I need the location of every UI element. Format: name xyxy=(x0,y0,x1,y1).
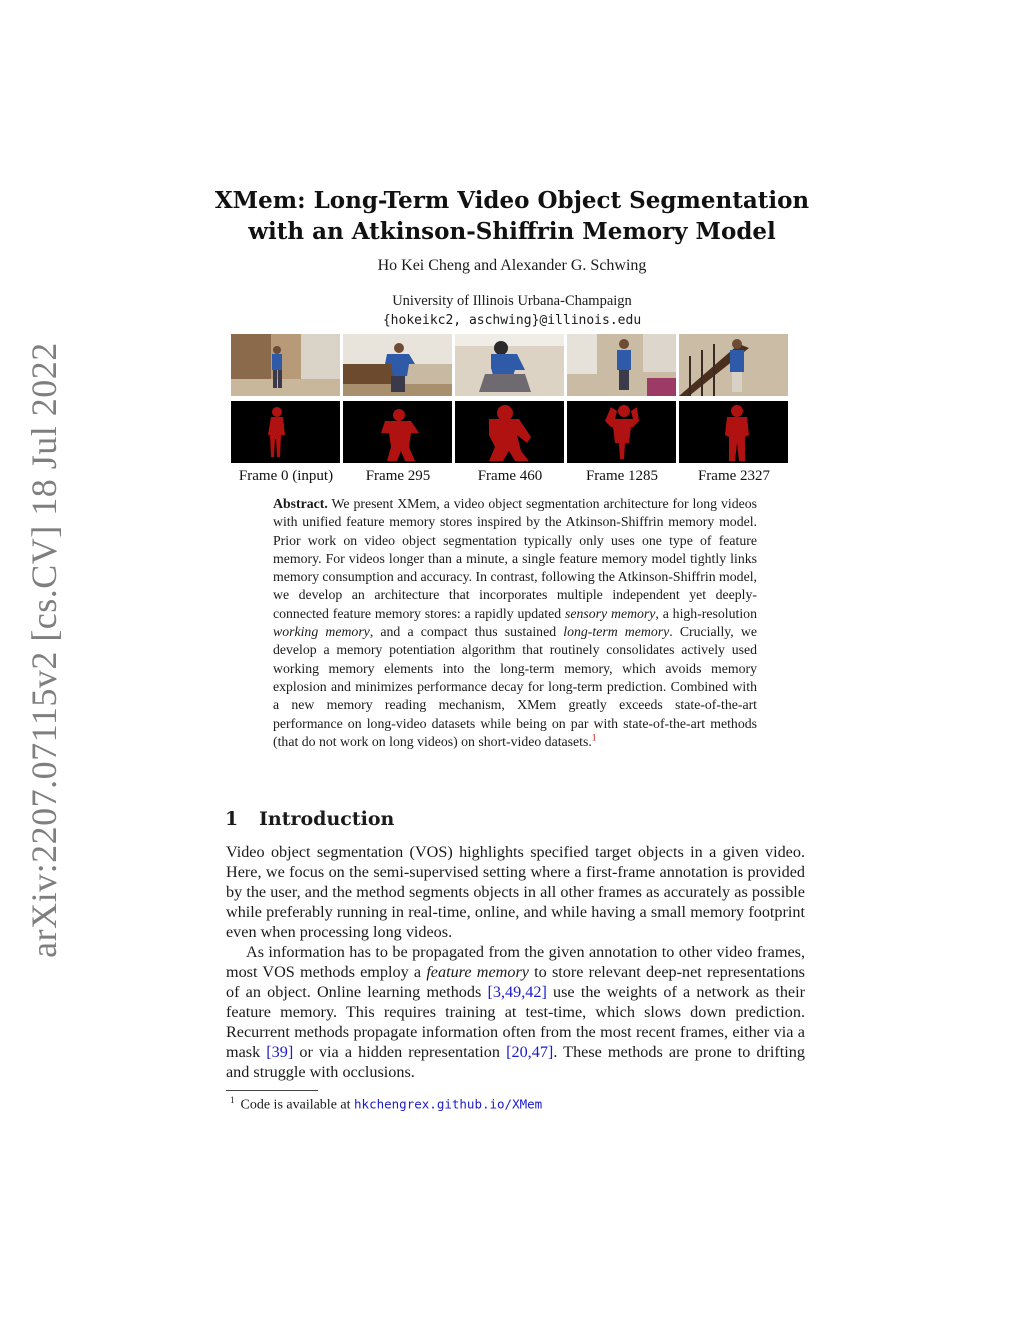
abstract-text-2: , a high-resolution xyxy=(655,605,757,621)
segmentation-mask-295 xyxy=(343,401,452,463)
abstract-text-4: . Crucially, we develop a memory potentiation algorithm that routinely consolidates actively used working memory elements into the long-term memory, which avoids memory explosion and minimizes performance decay for long-term prediction. Combined with a new memory reading mechanism, XMem greatly exceeds state-of-the-art performance on long-video datasets while being on par with state-of-the-art methods (that do not work on long videos) on short-video datasets. xyxy=(273,624,757,749)
arxiv-identifier-stamp: arXiv:2207.07115v2 [cs.CV] 18 Jul 2022 xyxy=(24,342,64,958)
para2-text-2: to store relevant deep-net representations of an object. Online learning methods xyxy=(226,963,805,1001)
segmentation-mask-1285 xyxy=(567,401,676,463)
abstract xyxy=(273,495,757,751)
intro-paragraph-1: Video object segmentation (VOS) highlights specified target objects in a given video. Here, we focus on the semi-supervised setting where a first-frame annotation is provided by the user, and the method segments objects in all other frames as accurately as possible while preferably running in real-time, online, and while having a small memory footprint even when processing long videos. xyxy=(226,843,805,941)
frame-caption-2327: Frame 2327 xyxy=(697,468,771,484)
abstract-text-1: We present XMem, a video object segmentation architecture for long videos with unified feature memory stores inspired by the Atkinson-Shiffrin memory model. Prior work on video object segmentation typically only uses one type of feature memory. For videos longer than a minute, a single feature memory model tightly links memory consumption and accuracy. In contrast, following the Atkinson-Shiffrin model, we develop an architecture that incorporates multiple independent yet deeply-connected feature memory stores: a rapidly updated xyxy=(273,496,757,621)
section-heading xyxy=(225,808,394,830)
abstract-label: Abstract. xyxy=(273,496,328,511)
abstract-emphasis-sensory: sensory memory xyxy=(564,605,656,621)
citation-link[interactable]: [39] xyxy=(266,1043,294,1061)
segmentation-mask-2327 xyxy=(679,401,788,463)
citation-link[interactable]: [3,49,42] xyxy=(487,983,547,1001)
segmentation-mask-460 xyxy=(455,401,564,463)
footnote-text: Code is available at xyxy=(240,1097,355,1113)
para2-text-3: use the weights of a network as their feature memory. This requires training at test-time, which slows down prediction. Recurrent methods propagate information often from the most recent frames, either via a mask xyxy=(226,983,805,1061)
frame-caption-295: Frame 295 xyxy=(365,468,431,484)
section-title: Introduction xyxy=(259,808,395,830)
footnote-divider xyxy=(226,1090,318,1091)
abstract-text-3: , and a compact thus sustained xyxy=(369,624,564,640)
video-frame-460 xyxy=(455,334,564,396)
video-frame-2327 xyxy=(679,334,788,396)
para2-text-5: . These methods are prone to drifting and struggle with occlusions. xyxy=(226,1043,805,1081)
author-emails: {hokeikc2, aschwing}@illinois.edu xyxy=(382,313,642,328)
affiliation: University of Illinois Urbana-Champaign xyxy=(392,293,632,309)
frame-caption-0: Frame 0 (input) xyxy=(238,468,334,484)
code-url-link[interactable]: hkchengrex.github.io/XMem xyxy=(354,1096,543,1112)
abstract-footnote-mark[interactable]: 1 xyxy=(591,732,597,743)
video-frame-295 xyxy=(343,334,452,396)
footnote xyxy=(230,1095,542,1114)
abstract-emphasis-working: working memory xyxy=(273,624,370,640)
video-frame-1285 xyxy=(567,334,676,396)
para2-text-1: As information has to be propagated from the given annotation to other video frames, most VOS methods employ a xyxy=(226,943,805,981)
footnote-number: 1 xyxy=(230,1095,235,1105)
paper-title-line-2: with an Atkinson-Shiffrin Memory Model xyxy=(248,218,776,245)
section-number: 1 xyxy=(225,808,239,830)
frame-caption-1285: Frame 1285 xyxy=(585,468,659,484)
segmentation-mask-0 xyxy=(231,401,340,463)
citation-link[interactable]: [20,47] xyxy=(506,1043,554,1061)
video-frame-0 xyxy=(231,334,340,396)
para2-emphasis: feature memory xyxy=(426,963,529,981)
para2-text-4: or via a hidden representation xyxy=(293,1043,507,1061)
teaser-figure xyxy=(230,334,790,484)
intro-paragraph-2 xyxy=(226,942,805,1082)
abstract-emphasis-longterm: long-term memory xyxy=(563,624,670,640)
paper-title-line-1: XMem: Long-Term Video Object Segmentation xyxy=(214,187,810,214)
authors: Ho Kei Cheng and Alexander G. Schwing xyxy=(377,257,647,274)
frame-caption-460: Frame 460 xyxy=(477,468,543,484)
